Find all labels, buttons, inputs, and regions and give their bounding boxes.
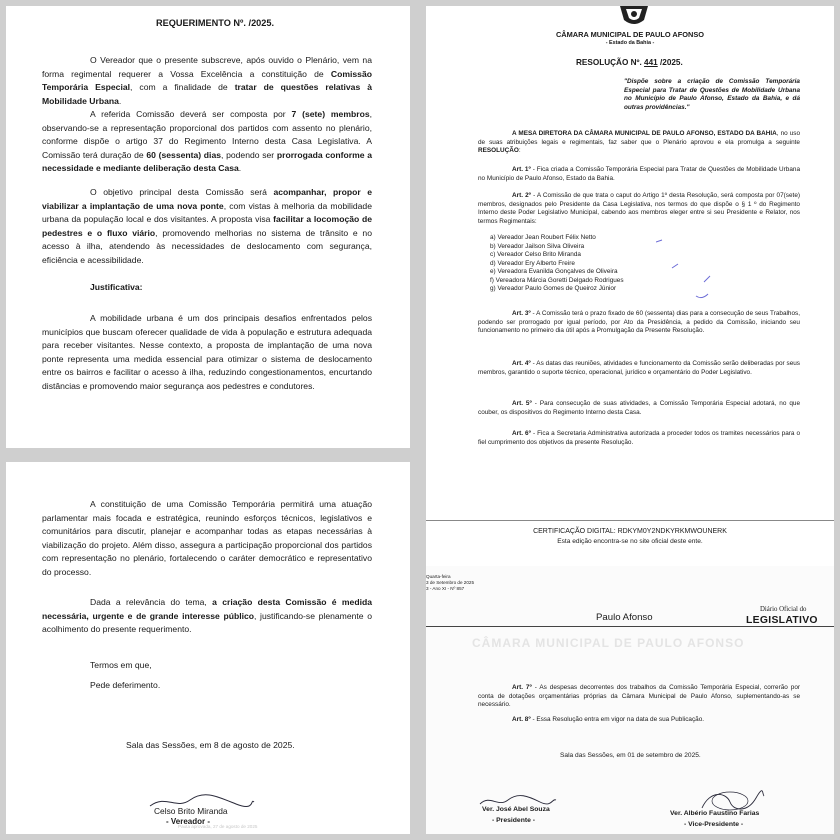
diario-brand-top: Diário Oficial do [760,606,807,613]
article-4: Art. 4º - As datas das reuniões, atividades e funcionamento da Comissão serão deliberadas por seus membros, garantido o suporte técnico, operacional, jurídico e orçamentário do Poder Legislativo. [478,360,801,376]
article-6: Art. 6º - Fica a Secretaria Administrativa autorizada a proceder todos os tramites necessários para o fiel cumprimento dos objetivos da presente Resolução. [478,430,800,446]
diario-oficial-page [426,566,834,834]
justificativa-heading: Justificativa: [90,282,143,292]
signer-1-name: Ver. José Abel Souza [482,806,550,813]
signer-2-role: - Vice-Presidente - [684,821,744,828]
justificativa-paragraph-3: Dada a relevância do tema, a criação desta Comissão é medida necessária, urgente e de grande interesse público, justificando-se plenamente o acolhimento do presente requerimento. [42,597,372,635]
requerimento-signer-name: Celso Brito Miranda [154,806,228,816]
member-item: g) Vereador Paulo Gomes de Queiroz Júnior [490,285,617,292]
chamber-state: - Estado da Bahia - [605,40,655,46]
coat-of-arms-icon [616,6,652,28]
certification-rule [426,520,834,521]
certification-code: CERTIFICAÇÃO DIGITAL: RDKYM0Y2NDKYRKMWOUNERK [533,528,727,535]
handwritten-check-marks [656,238,716,300]
article-2: Art. 2º - A Comissão de que trata o caput do Artigo 1º desta Resolução, será composta por 07(sete) membros, designados pelo Presidente da Casa Legislativa, nos termos do que dispõe o § 1 º do Regimento Interno deste Poder Legislativo Municipal, cabendo aos membros eleger entre si seu Presidente e Relator, nos termos Regimentais: [478,192,800,225]
faint-footer-note: Pauta aprovada, 27 de agosto de 2025 [178,824,258,829]
closing-line-2: Pede deferimento. [90,680,161,690]
edition-info: Quarta-feira 3 de Setembro de 2025 3 - Ano XI - Nº 857 [426,574,475,591]
certification-note: Esta edição encontra-se no site oficial deste ente. [557,538,703,545]
article-7: Art. 7º - As despesas decorrentes dos trabalhos da Comissão Temporária Especial, correrão por conta de dotações orçamentárias próprias da Câmara Municipal de Paulo Afonso, suplementando-as se necessário. [478,684,800,708]
member-item: a) Vereador Jean Roubert Félix Netto [490,234,596,241]
article-8: Art. 8º - Essa Resolução entra em vigor na data de sua Publicação. [512,716,705,723]
article-1: Art. 1º - Fica criada a Comissão Temporária Especial para Tratar de Questões de Mobilidade Urbana no Município de Paulo Afonso, Estado da Bahia. [478,166,801,182]
article-3: Art. 3º - A Comissão terá o prazo fixado de 60 (sessenta) dias para a consecução de seus Trabalhos, podendo ser prorrogado por igual período, por Ato da Presidência, a pedido da Comissão, iniciando seu funcionamento no primeiro dia útil após a Promulgação da Presente Resolução. [478,310,800,334]
faded-chamber-banner: CÂMARA MUNICIPAL DE PAULO AFONSO [472,636,745,650]
requerimento-page-2 [6,462,410,834]
article-5: Art. 5º - Para consecução de suas atividades, a Comissão Temporária Especial adotará, no que couber, os dispositivos do Regimento Interno desta Casa. [478,400,800,416]
member-item: b) Vereador Jailson Silva Oliveira [490,242,585,250]
requerimento-paragraph-3: O objetivo principal desta Comissão será acompanhar, propor e viabilizar a implantação de uma nova ponte, com vistas à melhoria da mobilidade urbana da população local e dos visitantes. A proposta visa facilitar a locomoção de pedestres e o fluxo viário, promovendo melhorias no sistema de trânsito e no acesso à ilha, atendendo às necessidades de deslocamento com segurança, eficiência e acessibilidade. [42,187,373,265]
resolucao-title: RESOLUÇÃO Nº. 441 /2025. [576,58,683,67]
diario-city: Paulo Afonso [596,612,653,623]
resolucao-page [426,6,834,548]
resolucao-ementa: "Dispõe sobre a criação de Comissão Temporária Especial para Tratar de Questões de Mobilidade Urbana no Município de Paulo Afonso, Estado da Bahia, e dá outras providências." [624,78,800,111]
member-item: f) Vereadora Márcia Goretti Delgado Rodrigues [490,276,624,284]
requerimento-title: REQUERIMENTO Nº. /2025. [156,18,275,28]
signer-2-name: Ver. Albério Faustino Farias [670,810,760,817]
member-item: e) Vereadora Evanilda Gonçalves de Oliveira [490,268,618,275]
requerimento-paragraph-1: O Vereador que o presente subscreve, após ouvido o Plenário, vem na forma regimental requerer a Vossa Excelência a constituição de Comissão Temporária Especial, com a finalidade de tratar de questões relativas à Mobilidade Urbana. [42,55,372,106]
member-item: d) Vereador Ery Alberto Freire [490,259,575,267]
requerimento-paragraph-2: A referida Comissão deverá ser composta por 7 (sete) membros, observando-se a representação proporcional dos partidos com assento no plenário, conforme dispõe o artigo 37 do Regimento Interno desta Casa Legislativa. A Comissão terá duração de 60 (sessenta) dias, podendo ser prorrogada conforme a necessidade e mediante deliberação desta Casa. [42,109,372,174]
requerimento-page-1 [6,6,410,448]
certification-strip [426,520,834,566]
diario-date: Sala das Sessões, em 01 de setembro de 2025. [560,752,701,759]
member-item: c) Vereador Celso Brito Miranda [490,251,581,258]
justificativa-paragraph-2: A constituição de uma Comissão Temporária permitirá uma atuação parlamentar mais focada e estratégica, reunindo esforços técnicos, legislativos e comunitários para discutir, planejar e acompanhar todas as etapas necessárias à viabilização do projeto. Além disso, assegura a participação proporcional dos partidos com representação no plenário, fortalecendo o caráter democrático e representativo do processo. [42,499,372,577]
resolucao-preamble: A MESA DIRETORA DA CÂMARA MUNICIPAL DE PAULO AFONSO, ESTADO DA BAHIA, no uso de suas atribuições legais e regimentais, faz saber que o Plenário aprovou e ela promulga a seguinte RESOLUÇÃO: [478,130,800,154]
closing-line-1: Termos em que, [90,660,152,670]
chamber-name: CÂMARA MUNICIPAL DE PAULO AFONSO [555,30,705,39]
diario-header-rule [426,626,834,627]
members-list [490,234,624,294]
diario-brand-main: LEGISLATIVO [746,615,818,626]
requerimento-signer-role: - Vereador - [166,817,211,826]
justificativa-paragraph-1: A mobilidade urbana é um dos principais desafios enfrentados pelos municípios que buscam oferecer qualidade de vida à população e estrutura adequada para receber visitantes. Nesse contexto, a proposta de implantação de uma nova ponte representa uma medida essencial para otimizar o sistema de deslocamento entre os bairros e facilitar o acesso à ilha, reduzindo congestionamentos, encurtando distâncias e promovendo maior segurança aos pedestres e condutores. [42,313,372,391]
signer-1-role: - Presidente - [492,817,536,824]
requerimento-date: Sala das Sessões, em 8 de agosto de 2025. [126,740,295,750]
